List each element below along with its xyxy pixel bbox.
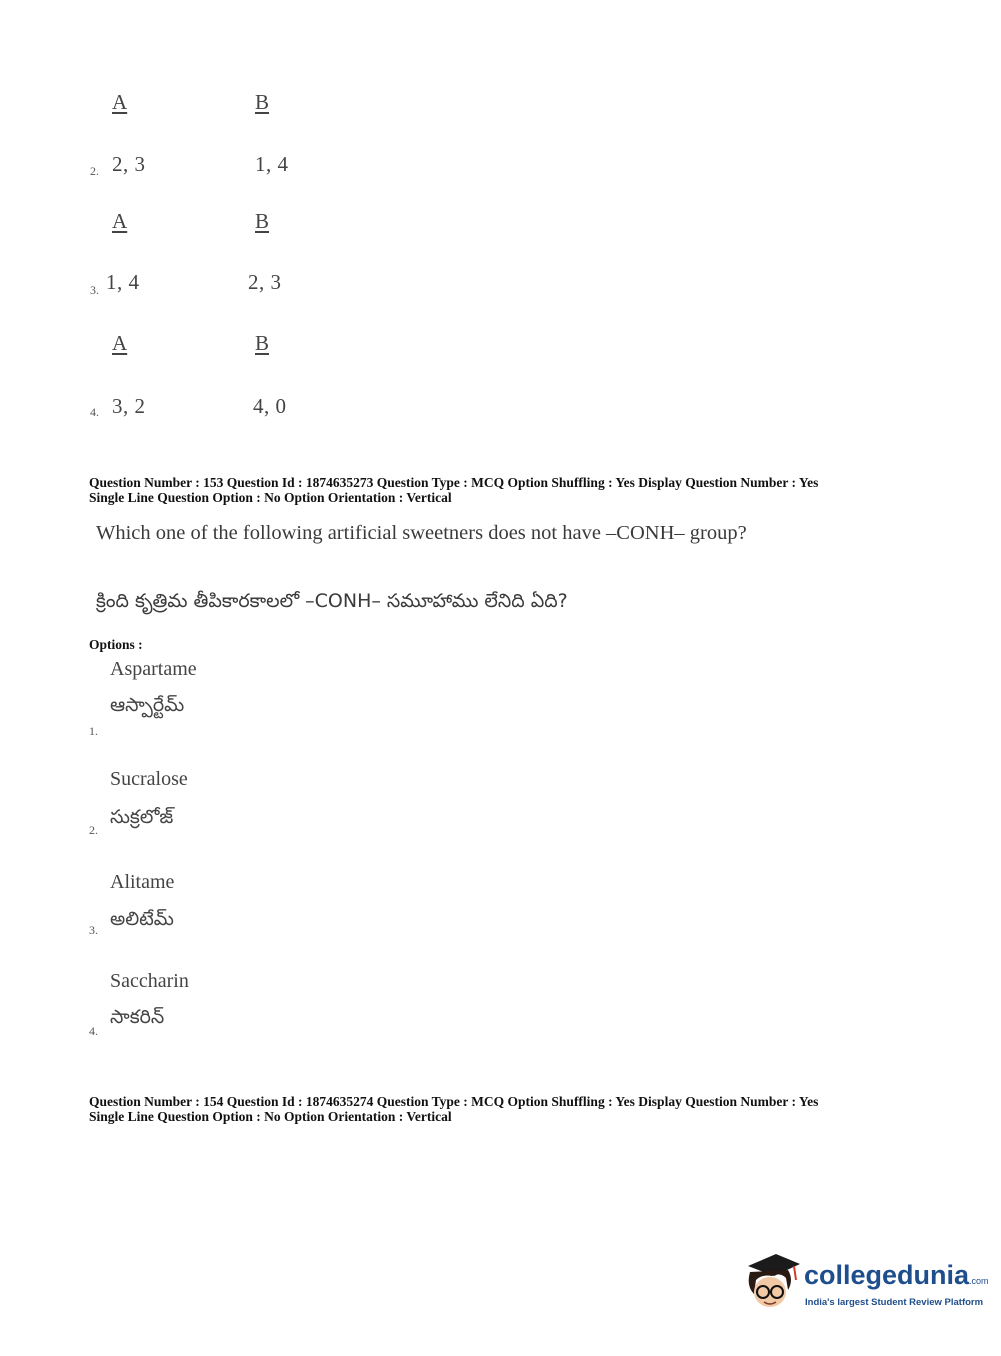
col-b-value: 1, 4	[255, 152, 289, 176]
col-b-value: 4, 0	[253, 394, 287, 418]
option-1-number: 1.	[89, 724, 98, 738]
logo-tagline: India's largest Student Review Platform	[805, 1297, 984, 1308]
col-b-header: B	[255, 90, 270, 114]
option-2-number: 2.	[89, 823, 98, 837]
option-number: 3.	[90, 283, 99, 297]
options-label: Options :	[89, 637, 143, 652]
col-b-value: 2, 3	[248, 270, 282, 294]
col-a-value: 1, 4	[106, 270, 140, 294]
option-number: 4.	[90, 405, 99, 419]
col-b-header: B	[255, 209, 270, 233]
option-4-number: 4.	[89, 1024, 98, 1038]
col-a-value: 2, 3	[112, 152, 146, 176]
col-a-header: A	[112, 90, 128, 114]
option-1-english: Aspartame	[110, 658, 197, 680]
option-2-telugu: సుక్రలోజ్	[110, 806, 174, 828]
question-text-telugu: క్రింది కృత్రిమ తీపికారకాలలో –CONH– సమూహాము లేనిది ఏది?	[96, 590, 568, 612]
option-3-number: 3.	[89, 923, 98, 937]
col-a-header: A	[112, 209, 128, 233]
col-b-header: B	[255, 331, 270, 355]
logo-name: collegedunia	[804, 1260, 970, 1290]
question-text-english: Which one of the following artificial sweetners does not have –CONH– group?	[96, 522, 747, 544]
question-meta-line2: Single Line Question Option : No Option Orientation : Vertical	[89, 1109, 452, 1124]
option-3-english: Alitame	[110, 871, 175, 893]
question-meta-line1: Question Number : 153 Question Id : 1874635273 Question Type : MCQ Option Shuffling : Yes Display Question Number : Yes	[89, 475, 819, 490]
option-1-telugu: ఆస్పార్టేమ్	[110, 694, 185, 716]
option-4-telugu: సాకరిన్	[110, 1006, 165, 1028]
question-meta-line2: Single Line Question Option : No Option Orientation : Vertical	[89, 490, 452, 505]
option-3-telugu: అలిటేమ్	[110, 908, 174, 930]
option-4-english: Saccharin	[110, 970, 189, 992]
collegedunia-logo	[742, 1250, 989, 1320]
student-mascot-icon	[742, 1250, 802, 1312]
logo-suffix: .com	[969, 1276, 989, 1286]
col-a-header: A	[112, 331, 128, 355]
option-2-english: Sucralose	[110, 768, 188, 790]
col-a-value: 3, 2	[112, 394, 146, 418]
option-number: 2.	[90, 164, 99, 178]
question-meta-line1: Question Number : 154 Question Id : 1874635274 Question Type : MCQ Option Shuffling : Yes Display Question Number : Yes	[89, 1094, 819, 1109]
